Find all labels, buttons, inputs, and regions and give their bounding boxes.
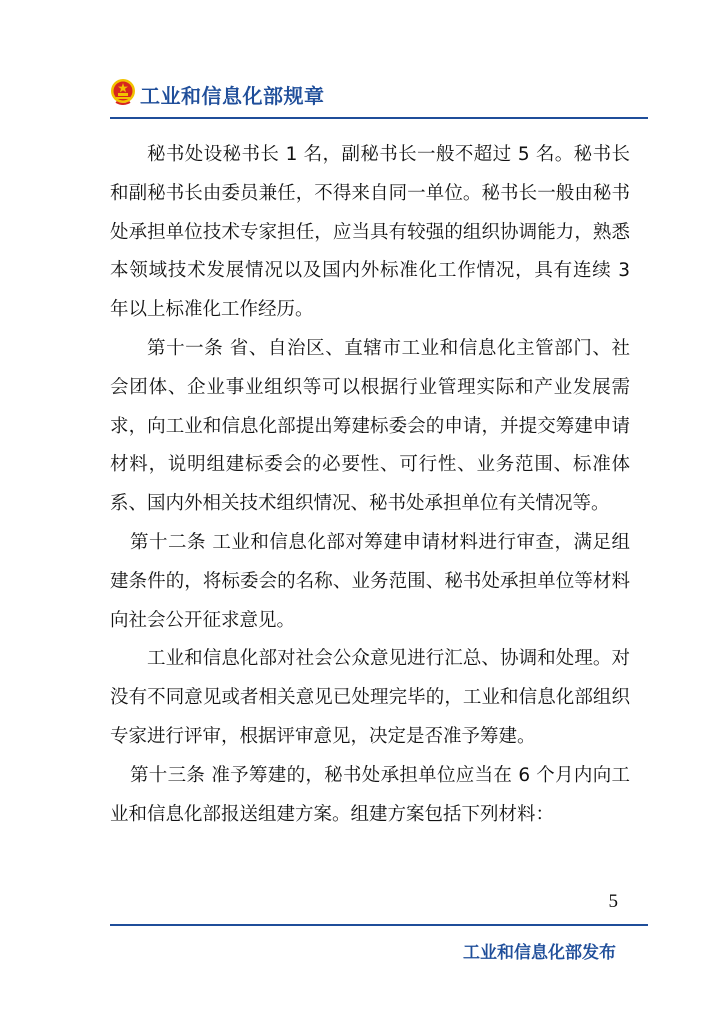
paragraph-public-opinion: 工业和信息化部对社会公众意见进行汇总、协调和处理。对没有不同意见或者相关意见已处理完毕的，工业和信息化部组织专家进行评审，根据评审意见，决定是否准予筹建。 [110, 648, 630, 747]
document-body [110, 136, 630, 834]
paragraph-article-12: 第十二条 工业和信息化部对筹建申请材料进行审查，满足组建条件的，将标委会的名称、业务范围、秘书处承担单位等材料向社会公开征求意见。 [110, 531, 630, 631]
header-divider [110, 117, 648, 119]
paragraph-article-13: 第十三条 准予筹建的，秘书处承担单位应当在 6 个月内向工业和信息化部报送组建方案。组建方案包括下列材料： [110, 764, 630, 825]
footer-publisher: 工业和信息化部发布 [463, 943, 616, 963]
document-series-title: 工业和信息化部规章 [140, 84, 325, 108]
national-emblem-icon [110, 78, 136, 106]
page-header [110, 76, 650, 116]
paragraph-article-11: 第十一条 省、自治区、直辖市工业和信息化主管部门、社会团体、企业事业组织等可以根据行业管理实际和产业发展需求，向工业和信息化部提出筹建标委会的申请，并提交筹建申请材料，说明组建标委会的必要性、可行性、业务范围、标准体系、国内外相关技术组织情况、秘书处承担单位有关情况等。 [110, 337, 630, 515]
paragraph-secretary-general: 秘书处设秘书长 1 名，副秘书长一般不超过 5 名。秘书长和副秘书长由委员兼任，不得来自同一单位。秘书长一般由秘书处承担单位技术专家担任，应当具有较强的组织协调能力，熟悉本领域技术发展情况以及国内外标准化工作情况，具有连续 3 年以上标准化工作经历。 [110, 144, 630, 321]
footer-divider [110, 924, 648, 926]
page-number: 5 [608, 891, 618, 912]
